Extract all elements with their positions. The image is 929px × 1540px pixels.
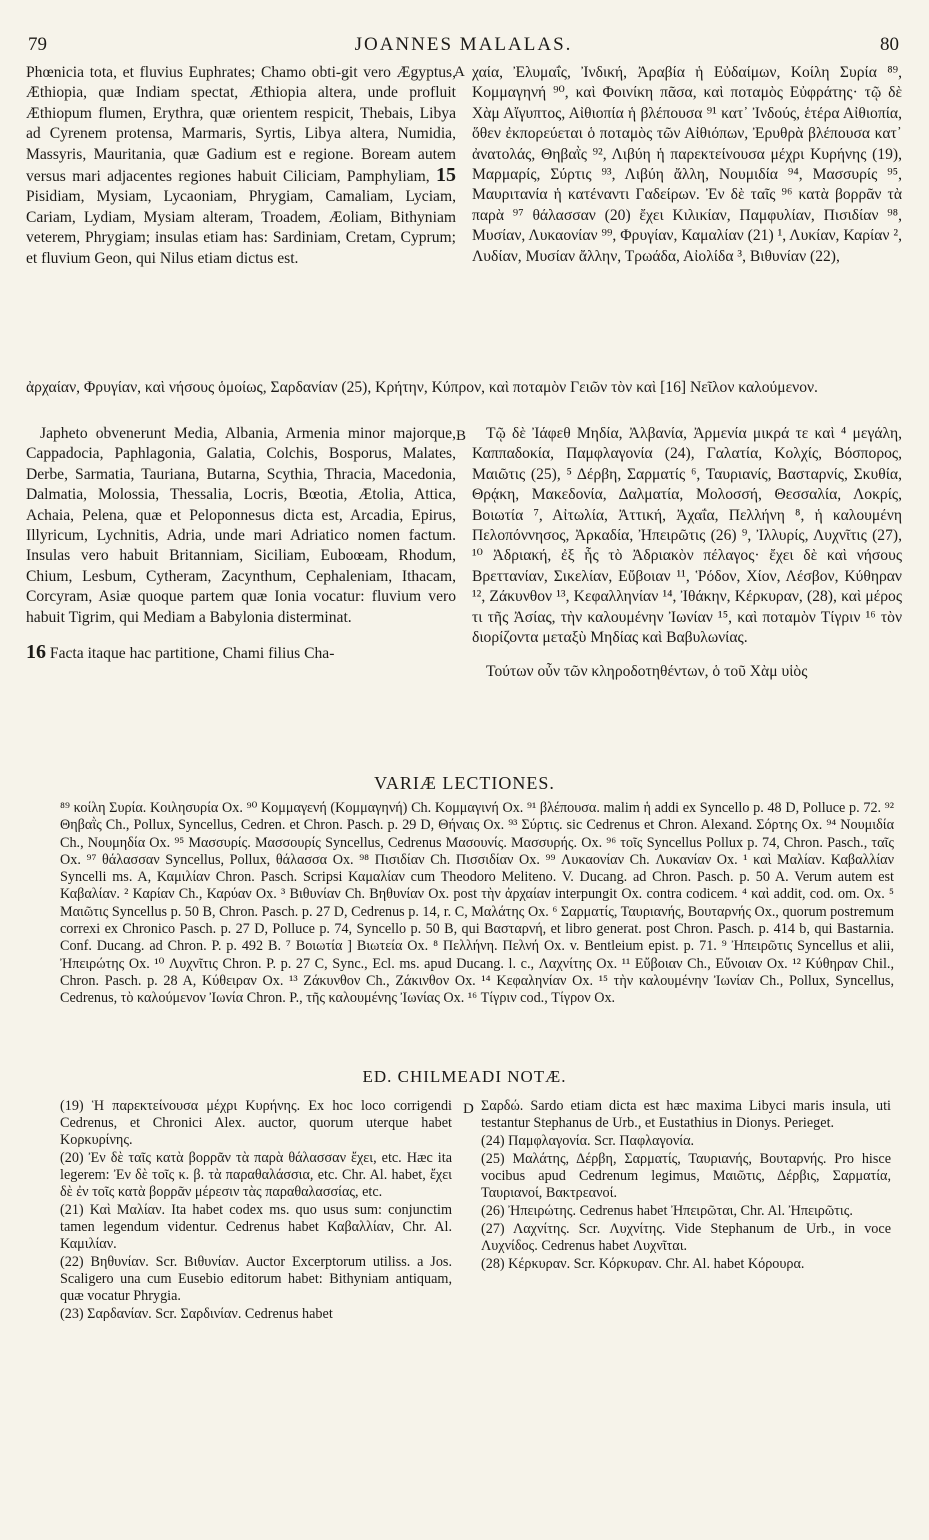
running-header (28, 34, 899, 58)
variae-heading: VARIÆ LECTIONES. (374, 773, 555, 793)
notes-right-column (481, 1098, 891, 1274)
greek-paragraph-1: χαία, Ἐλυμαΐς, Ἰνδική, Ἀραβία ἡ Εὐδαίμων, Κοίλη Συρία ⁸⁹, Κομμαγηνή ⁹⁰, καὶ Φοινίκη πᾶσα, καὶ ποταμὸς Εὐφράτης· τῷ δὲ Χὰμ Αἴγυπτος, Αἰθιοπία ἡ βλέπουσα ⁹¹ κατ᾽ Ἰνδούς, ἑτέρα Αἰθιοπία, ὅθεν ἐκπορεύεται ὁ ποταμὸς τῶν Αἰθιόπων, Ἐρυθρὰ βλέπουσα κατ᾽ ἀνατολάς, Θηβαῒς ⁹², Λιβύη ἡ παρεκτείνουσα μέχρι Κυρήνης (19), Μαρμαρίς, Σύρτις ⁹³, Λιβύη ἄλλη, Νουμιδία ⁹⁴, Μασσυρίς ⁹⁵, Μαυριτανία ἡ κατέναντι Γαδείρων. Ἐν δὲ ταῖς ⁹⁶ κατὰ βορρᾶν τὰ παρὰ ⁹⁷ θάλασσαν (20) ἔχει Κιλικίαν, Παμφυλίαν, Πισιδίαν ⁹⁸, Μυσίαν, Λυκαονίαν ⁹⁹, Φρυγίαν, Καμαλίαν (21) ¹, Λυκίαν, Καρίαν ², Λυδίαν, Μυσίαν ἄλλην, Τρωάδα, Αἰολίδα ³, Βιθυνίαν (22), (472, 64, 902, 265)
margin-mark-d: D (463, 1101, 474, 1117)
latin-paragraph-2: Japheto obvenerunt Media, Albania, Armenia minor majorque, Cappadocia, Paphlagonia, Galatia, Colchis, Bosporus, Malates, Derbe, Sarmatia, Tauriana, Butarna, Scythia, Thracia, Macedonia, Dalmatia, Molossia, Thessalia, Locris, Bœotia, Ætolia, Attica, Achaia, Pelena, quæ et Peloponnesus dicta est, Arcadia, Epirus, Illyricum, Lychnitis, Adria, unde mari Adriatico nomen factum. Insulas vero habuit Britanniam, Siciliam, Euboœam, Rhodum, Chium, Lesbum, Cytheram, Zacynthum, Cephaleniam, Ithacam, Corcyram, Asiæ quoque partem quæ Ionia vocatur: fluvium vero habuit Tigrim, qui Mediam a Babylonia disterminat. (26, 425, 456, 626)
section-number-16: 16 (26, 641, 46, 664)
page-number-left: 79 (28, 34, 47, 55)
latin-paragraph-1a: Phœnicia tota, et fluvius Euphrates; Chamo obti-git vero Ægyptus, Æthiopia, quæ Indiam spectat, Æthiopia altera, unde profluit Æthiopum flumen, Erythra, quæ orientem respicit, Thebais, Libya ad Cyrenem protensa, Marmaris, Syrtis, Libya altera, Numidia, Massyris, Mauritania, quæ Gadium est e regione. Boream autem versus mari adjacentes regiones habuit Ciliciam, Pamphyliam, (26, 64, 456, 186)
variae-block (60, 800, 894, 1008)
latin-paragraph-3-wrap (26, 642, 456, 664)
note-28: (28) Κέρκυραν. Scr. Κόρκυραν. Chr. Al. habet Κόρουρα. (481, 1256, 805, 1272)
margin-mark-b: B (456, 428, 467, 444)
page-number-right: 80 (880, 34, 899, 55)
note-25: (25) Μαλάτης, Δέρβη, Σαρματίς, Ταυριανής, Βουταρνής. Pro hisce vocibus apud Cedrenum legimus, Μαιῶτις, Δέρβις, Σαρματία, Ταυριανοί, Βακτρεανοί. (481, 1151, 891, 1201)
latin-column-top (26, 63, 456, 269)
greek-spanning-line (26, 378, 902, 398)
note-27: (27) Λαχνίτης. Scr. Λυχνίτης. Vide Stephanum de Urb., in voce Λυχνίδος. Cedrenus habet Λυχνῖται. (481, 1221, 891, 1254)
greek-paragraph-3: Τούτων οὖν τῶν κληροδοτηθέντων, ὁ τοῦ Χὰμ υἱὸς (486, 663, 808, 681)
greek-column-top (472, 63, 902, 267)
greek-column-bottom (472, 424, 902, 683)
note-26: (26) Ἠπειρώτης. Cedrenus habet Ἠπειρῶται, Chr. Al. Ἠπειρῶτις. (481, 1203, 853, 1219)
note-22: (22) Βηθυνίαν. Scr. Βιθυνίαν. Auctor Excerptorum utiliss. a Jos. Scaligero una cum Eusebio editorum habet: Bithyniam antiquam, quæ vocatur Phrygia. (60, 1254, 452, 1304)
notae-heading: ED. CHILMEADI NOTÆ. (362, 1067, 567, 1086)
section-number-15: 15 (435, 164, 456, 187)
note-21: (21) Καὶ Μαλίαν. Ita habet codex ms. quo usus sum: conjunctim tamen legendum videntur. Cedrenus habet Καβαλλίαν, Chr. Al. Καμιλίαν. (60, 1202, 452, 1252)
note-20: (20) Ἐν δὲ ταῖς κατὰ βορρᾶν τὰ παρὰ θάλασσαν ἔχει, etc. Hæc ita legerem: Ἐν δὲ τοῖς κ. β. τὰ παραθαλάσσια, etc. Chr. Al. habet, ἔχει δὲ ἐν τοῖς κατὰ βορρᾶν μέρεσιν τὰς παραθαλασσίας, etc. (60, 1150, 452, 1200)
margin-mark-a: A (454, 64, 465, 80)
latin-column-bottom (26, 424, 456, 664)
note-23-continued: Σαρδώ. Sardo etiam dicta est hæc maxima Libyci maris insula, uti testantur Stephanus de Urb., et Eustathius in Dionys. Perieget. (481, 1098, 891, 1131)
note-19: (19) Ἡ παρεκτείνουσα μέχρι Κυρήνης. Ex hoc loco corrigendi Cedrenus, et Chronici Alex. auctor, quorum uterque habet Κορκυρίνης. (60, 1098, 452, 1148)
note-24: (24) Παμφλαγονία. Scr. Παφλαγονία. (481, 1133, 695, 1149)
running-title: JOANNES MALALAS. (354, 34, 573, 55)
greek-spill-text: ἀρχαίαν, Φρυγίαν, καὶ νήσους ὁμοίως, Σαρδανίαν (25), Κρήτην, Κύπρον, καὶ ποταμὸν Γειῶν τὸν καὶ [16] Νεῖλον καλούμενον. (26, 379, 818, 396)
note-23: (23) Σαρδανίαν. Scr. Σαρδινίαν. Cedrenus habet (60, 1306, 333, 1322)
variae-text: ⁸⁹ κοίλη Συρία. Κοιλησυρία Ox. ⁹⁰ Κομμαγενή (Κομμαγηνή) Ch. Κομμαγινή Ox. ⁹¹ βλέπουσα. malim ἡ addi ex Syncello p. 48 D, Polluce p. 72. ⁹² Θηβαῒς Ch., Pollux, Syncellus, Cedren. et Chron. Pasch. p. 29 D, Θήναις Ox. ⁹³ Σύρτις. sic Cedrenus et Chron. Alexand. Σόρτης Ox. ⁹⁴ Νουμιδία Ch., Νουμηδία Ox. ⁹⁵ Μασσυρίς. Μασσουρίς Syncellus, Cedrenus Μασουνίς. Μασσυρής. Ox. ⁹⁶ τοῖς Syncellus Pollux p. 74, Chron. Pasch., ταῖς Ox. ⁹⁷ θάλασσαν Syncellus, Pollux, θάλασσα Ox. ⁹⁸ Πισιδίαν Ch. Πισσιδίαν Ox. ⁹⁹ Λυκαονίαν Ch. Λυκανίαν Ox. ¹ καὶ Μαλίαν. Καβαλλίαν Syncelli ms. A, Καμιλίαν Chron. Pasch. Scripsi Καμαλίαν cum Theodoro Meliteno. V. Ducang. ad Chron. Pasch. p. 50 A. Verum autem est Καβαλίαν. ² Καρίαν Ch., Καρύαν Ox. ³ Βιθυνίαν Ch. Βηθυνίαν Ox. post τὴν ἀρχαίαν interpungit Ox. contra codicem. ⁴ καὶ addit, cod. om. Ox. ⁵ Μαιῶτις Syncellus p. 50 B, Chron. Pasch. p. 27 D, Cedrenus p. 14, r. C, Μαλάτης Ox. ⁶ Σαρματίς, Ταυριανής, Βουταρνής Ox., quorum postremum correxi ex Chronico Pasch. p. 27 D, Polluce p. 74, Syncello p. 50 B, qui Βασταρνή, et libro generat. post Chron. Pasch. p. 414 b, qui Bastarnia. Conf. Ducang. ad Chron. P. p. 492 B. ⁷ Βοιωτία ] Βιωτεία Ox. ⁸ Πελλήνη. Πελνή Ox. v. Bentleium epist. p. 71. ⁹ Ἠπειρῶτις Syncellus et alii, Ἠπειρώτης Ox. ¹⁰ Λυχνῖτις Chron. P. p. 27 C, Sync., Ecl. ms. apud Ducang. l. c., Λαχνίτης Ox. ¹¹ Εὔβοιαν Ch., Εὔνοιαν Ox. ¹² Κύθηραν Chil., Chron. Pasch. p. 28 A, Κύθειραν Ox. ¹³ Ζάκυνθον Ch., Ζάκινθον Ox. ¹⁴ Κεφαληνίαν Ox. ¹⁵ τὴν καλουμένην Ἰωνίαν Ch., Pollux, Syncellus, Cedrenus, τὸ καλούμενον Ἰωνία Chron. P., τῆς καλουμένης Ἰωνίας Ox. ¹⁶ Τίγριν cod., Τίγρον Ox. (60, 800, 894, 1007)
latin-paragraph-1b: Pisidiam, Mysiam, Lycaoniam, Phrygiam, Camaliam, Lyciam, Cariam, Lydiam, Mysiam alteram, Troadem, Æoliam, Bithyniam veterem, Phrygiam; insulas etiam has: Sardiniam, Cretam, Cyprum; et fluvium Geon, qui Nilus etiam dictus est. (26, 188, 456, 267)
greek-paragraph-2: Τῷ δὲ Ἰάφεθ Μηδία, Ἀλβανία, Ἀρμενία μικρά τε καὶ ⁴ μεγάλη, Καππαδοκία, Παμφλαγονία (24), Γαλατία, Κολχίς, Βόσπορος, Μαιῶτις (25), ⁵ Δέρβη, Σαρματίς ⁶, Ταυριανίς, Βασταρνίς, Σκυθία, Θρᾴκη, Μακεδονία, Δαλματία, Μολοσσή, Θεσσαλία, Λοκρίς, Βοιωτία ⁷, Αἰτωλία, Ἀττική, Ἀχαΐα, Πελλήνη ⁸, ἡ καλουμένη Πελοπόννησος, Ἀρκαδία, Ἠπειρῶτις (26) ⁹, Ἰλλυρίς, Λυχνῖτις (27), ¹⁰ Ἀδριακή, ἐξ ἧς τὸ Ἀδριακὸν πέλαγος· ἔχει δὲ καὶ νήσους Βρεττανίαν, Σικελίαν, Εὔβοιαν ¹¹, Ῥόδον, Χίον, Λέσβον, Κύθηραν ¹², Ζάκυνθον ¹³, Κεφαλληνίαν ¹⁴, Ἰθάκην, Κέρκυραν, (28), καὶ μέρος τι τῆς Ἀσίας, τὴν καλουμένην Ἰωνίαν ¹⁵, καὶ ποταμὸν Τίγριν ¹⁶ τὸν διορίζοντα μεταξὺ Μηδίας καὶ Βαβυλωνίας. (472, 425, 902, 647)
notes-left-column (60, 1098, 452, 1324)
latin-paragraph-3: Facta itaque hac partitione, Chami filius Cha- (49, 645, 335, 663)
